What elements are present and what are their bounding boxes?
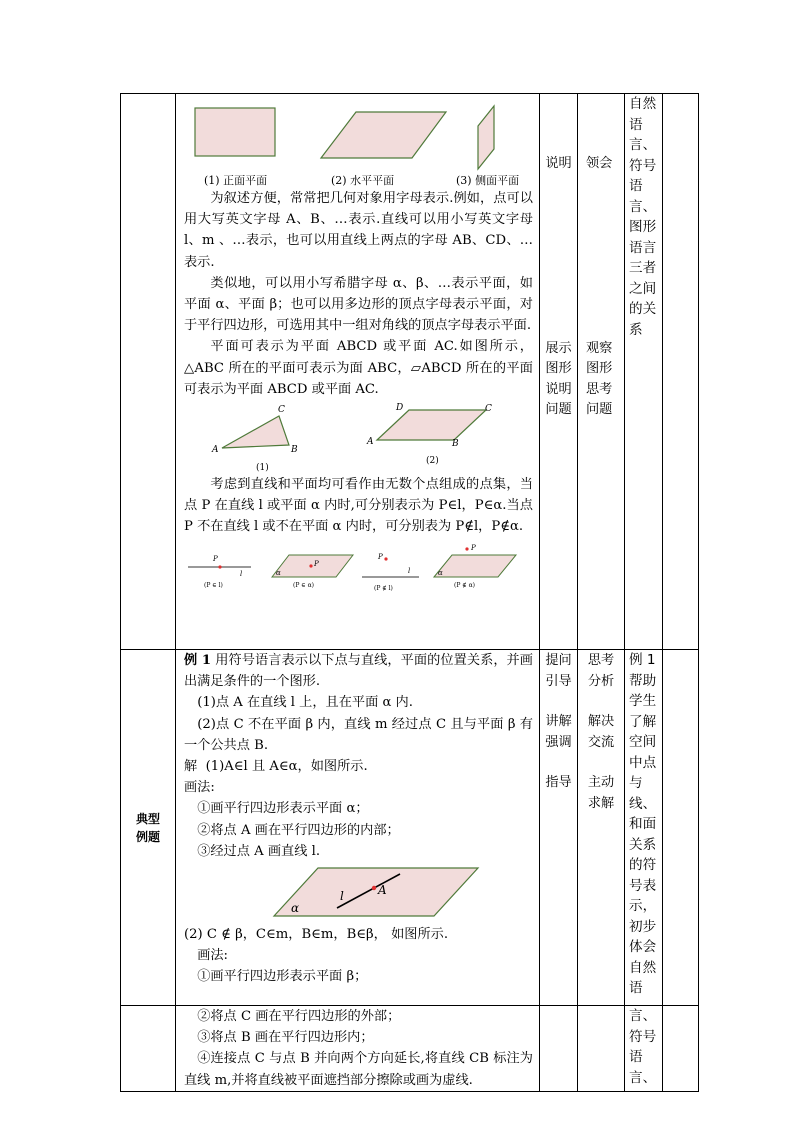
label-d: D — [396, 403, 404, 414]
label-b: B — [291, 445, 298, 456]
label-alpha: α — [276, 568, 281, 577]
step-2: ②将点 A 画在平行四边形的内部； — [197, 822, 400, 838]
label-l: l — [240, 569, 243, 578]
teacher-activity-item: 强调 — [545, 734, 572, 750]
student-activity-cell — [578, 650, 625, 1006]
paragraph: 类似地，可以用小写希腊字母 α、β、…表示平面，如平面 α、平面 β；也可以用多边形的顶点字母表示平面，对于平行四边形，可选用其中一组对角线的顶点字母表示平面. — [184, 275, 533, 334]
design-intent-text: 言、符号语言、 — [629, 1008, 657, 1086]
student-activity-item: 思考 — [587, 653, 615, 668]
design-intent-cell — [625, 650, 663, 1006]
teacher-activity-item: 提问 — [545, 653, 572, 668]
step-2-4: ④连接点 C 与点 B 并向两个方向延长,将直线 CB 标注为直线 m,并将直线被平面遮挡部分擦除或画为虚线. — [184, 1051, 533, 1088]
student-activity-1: 领会 — [586, 156, 613, 171]
caption-front-plane: (1) 正面平面 — [204, 174, 268, 187]
label-p: P — [471, 543, 476, 552]
step-2-1: ①画平行四边形表示平面 β； — [197, 969, 368, 985]
empty-cell — [663, 94, 699, 650]
step-2-3: ③将点 B 画在平行四边形内； — [197, 1030, 374, 1046]
teacher-activity-cell — [540, 1006, 578, 1092]
student-activity-2: 观察图形思考问题 — [586, 340, 613, 417]
caption-side-plane: (3) 侧面平面 — [456, 174, 520, 187]
row-label-typical-examples: 典型例题 — [121, 650, 176, 1006]
solution-1: (1)A∈l 且 A∈α，如图所示. — [205, 759, 368, 775]
caption-horizontal-plane: (2) 水平平面 — [331, 174, 395, 187]
lesson-table — [120, 93, 699, 1092]
example-intro: 用符号语言表示以下点与直线，平面的位置关系，并画出满足条件的一个图形. — [184, 653, 533, 690]
label-a: A — [367, 437, 374, 448]
label-l: l — [408, 566, 411, 575]
caption-2: (2) — [426, 456, 439, 467]
teacher-activity-item: 讲解 — [545, 714, 572, 729]
drawing-method-label-2: 画法: — [197, 948, 229, 964]
empty-cell — [663, 650, 699, 1006]
student-activity-item: 交流 — [587, 734, 615, 750]
row-label-cell — [121, 94, 176, 650]
spacer — [580, 753, 622, 773]
label-b: B — [452, 439, 459, 450]
plane-types-figure — [176, 94, 539, 188]
table-row — [121, 94, 699, 650]
label-alpha: α — [291, 901, 300, 916]
student-activity-item: 求解 — [587, 795, 615, 811]
caption-p-in-l: (P ∈ l) — [204, 581, 223, 589]
question-2: (2)点 C 不在平面 β 内，直线 m 经过点 C 且与平面 β 有一个公共点 B. — [184, 716, 533, 753]
design-intent-cell — [625, 1006, 663, 1092]
table-row — [121, 650, 699, 1006]
design-intent-cell — [625, 94, 663, 650]
spacer — [542, 692, 575, 712]
question-1: (1)点 A 在直线 l 上，且在平面 α 内. — [197, 695, 413, 711]
label-a: A — [212, 445, 219, 456]
label-c: C — [278, 405, 285, 416]
caption-p-notin-alpha: (P ∉ α) — [454, 581, 476, 589]
solution-label: 解 — [184, 759, 198, 775]
example-figure — [176, 862, 539, 924]
step-3: ③经过点 A 画直线 l. — [197, 843, 321, 859]
row-label-cell — [121, 1006, 176, 1092]
student-activity-item: 主动 — [587, 775, 615, 790]
membership-figure — [176, 544, 539, 604]
label-a: A — [378, 883, 387, 898]
student-activity-cell — [578, 94, 625, 650]
design-intent-text: 自然语言、符号语言、图形语言三者之间的关系 — [629, 96, 657, 338]
label-c: C — [485, 404, 492, 415]
empty-cell — [663, 1006, 699, 1092]
step-2-2: ②将点 C 画在平行四边形的外部； — [197, 1009, 401, 1024]
paragraph: 平面可表示为平面 ABCD 或平面 AC.如图所示，△ABC 所在的平面可表示为面 ABC，▱ABCD 所在的平面可表示为平面 ABCD 或平面 AC. — [184, 339, 533, 397]
step-1: ①画平行四边形表示平面 α； — [197, 801, 369, 817]
content-cell — [176, 650, 540, 1006]
paragraph: 考虑到直线和平面均可看作由无数个点组成的点集，当点 P 在直线 l 或平面 α 内时,可分别表示为 P∈l，P∈α.当点 P 不在直线 l 或不在平面 α 内时，可分别表为 P∉l，P∉α. — [184, 477, 533, 535]
caption-1: (1) — [256, 463, 269, 474]
label-alpha: α — [438, 568, 443, 577]
caption-p-in-alpha: (P ∈ α) — [293, 581, 315, 589]
label-l: l — [340, 889, 344, 904]
drawing-method-label: 画法: — [184, 780, 215, 796]
content-cell — [176, 94, 540, 650]
example-title: 例 1 — [184, 653, 212, 668]
solution-2: (2) C ∉ β，C∈m，B∈m，B∈β， 如图所示. — [184, 927, 449, 943]
label-p: P — [378, 552, 383, 561]
content-cell — [176, 1006, 540, 1092]
student-activity-item: 分析 — [587, 673, 615, 689]
spacer — [542, 753, 575, 773]
table-row — [121, 1006, 699, 1092]
student-activity-item: 解决 — [587, 714, 615, 729]
teacher-activity-2: 展示图形说明问题 — [545, 340, 572, 417]
triangle-parallelogram-figure — [176, 400, 539, 474]
teacher-activity-item: 指导 — [545, 775, 572, 790]
design-intent-text: 例 1 帮助学生了解空间中点与线、和面关系的符号表示，初步体会自然语 — [629, 652, 657, 996]
label-p: P — [213, 554, 218, 563]
teacher-activity-cell — [540, 650, 578, 1006]
teacher-activity-cell — [540, 94, 578, 650]
label-p: P — [314, 559, 319, 568]
spacer — [580, 692, 622, 712]
student-activity-cell — [578, 1006, 625, 1092]
teacher-activity-1: 说明 — [545, 156, 572, 171]
caption-p-notin-l: (P ∉ l) — [374, 584, 393, 592]
paragraph: 为叙述方便，常常把几何对象用字母表示.例如，点可以用大写英文字母 A、B、…表示.直线可以用小写英文字母 l、m 、…表示，也可以用直线上两点的字母 AB、CD、…表示. — [184, 191, 533, 270]
teacher-activity-item: 引导 — [545, 673, 572, 689]
